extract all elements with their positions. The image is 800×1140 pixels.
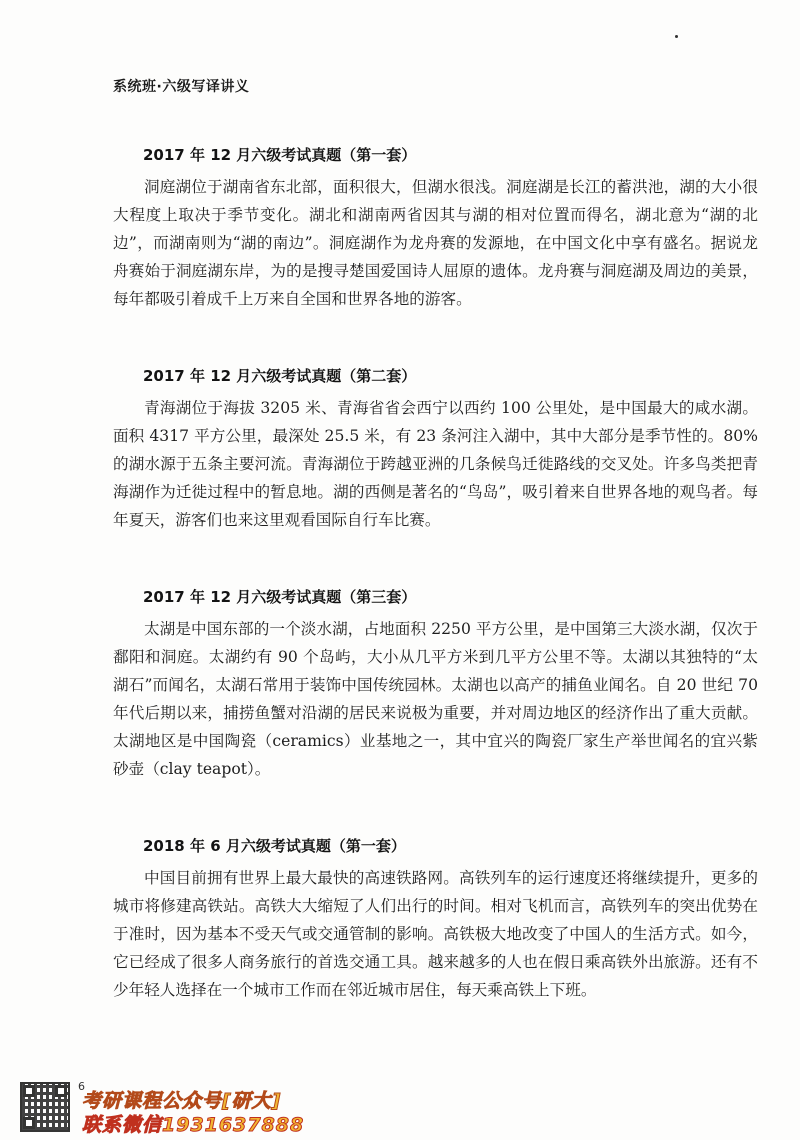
scan-speck — [675, 35, 678, 38]
section-title: 2017 年 12 月六级考试真题（第一套） — [143, 146, 417, 164]
exam-section-4 — [113, 834, 758, 1004]
section-title: 2017 年 12 月六级考试真题（第三套） — [143, 588, 417, 606]
section-body: 中国目前拥有世界上最大最快的高速铁路网。高铁列车的运行速度还将继续提升，更多的城市将修建高铁站。高铁大大缩短了人们出行的时间。相对飞机而言，高铁列车的突出优势在于准时，因为基本不受天气或交通管制的影响。高铁极大地改变了中国人的生活方式。如今，它已经成了很多人商务旅行的首选交通工具。越来越多的人也在假日乘高铁外出旅游。还有不少年轻人选择在一个城市工作而在邻近城市居住，每天乘高铁上下班。 — [113, 869, 758, 999]
page-number: 6 — [78, 1080, 85, 1093]
watermark-text: 考研课程公众号[研大] — [82, 1090, 282, 1112]
section-body: 青海湖位于海拔 3205 米、青海省省会西宁以西约 100 公里处，是中国最大的咸水湖。面积 4317 平方公里，最深处 25.5 米，有 23 条河注入湖中，其中大部分是季节性的。80% 的湖水源于五条主要河流。青海湖位于跨越亚洲的几条候鸟迁徙路线的交叉处。许多鸟类把青海湖作为迁徙过程中的暂息地。湖的西侧是著名的“鸟岛”，吸引着来自世界各地的观鸟者。每年夏天，游客们也来这里观看国际自行车比赛。 — [113, 399, 758, 529]
section-title: 2017 年 12 月六级考试真题（第二套） — [143, 367, 417, 385]
running-header: 系统班·六级写译讲义 — [113, 79, 250, 95]
section-title: 2018 年 6 月六级考试真题（第一套） — [143, 837, 406, 855]
footer-watermark — [20, 1080, 340, 1138]
watermark-contact: 联系微信1931637888 — [82, 1114, 305, 1136]
section-body: 太湖是中国东部的一个淡水湖，占地面积 2250 平方公里，是中国第三大淡水湖，仅次于鄱阳和洞庭。太湖约有 90 个岛屿，大小从几平方米到几平方公里不等。太湖以其独特的“太湖石”而闻名，太湖石常用于装饰中国传统园林。太湖也以高产的捕鱼业闻名。自 20 世纪 70 年代后期以来，捕捞鱼蟹对沿湖的居民来说极为重要，并对周边地区的经济作出了重大贡献。太湖地区是中国陶瓷（ceramics）业基地之一，其中宜兴的陶瓷厂家生产举世闻名的宜兴紫砂壶（clay teapot）。 — [113, 620, 758, 778]
exam-section-1 — [113, 143, 758, 313]
qr-code-icon — [20, 1082, 70, 1132]
section-body: 洞庭湖位于湖南省东北部，面积很大，但湖水很浅。洞庭湖是长江的蓄洪池，湖的大小很大程度上取决于季节变化。湖北和湖南两省因其与湖的相对位置而得名，湖北意为“湖的北边”，而湖南则为“湖的南边”。洞庭湖作为龙舟赛的发源地，在中国文化中享有盛名。据说龙舟赛始于洞庭湖东岸，为的是搜寻楚国爱国诗人屈原的遗体。龙舟赛与洞庭湖及周边的美景，每年都吸引着成千上万来自全国和世界各地的游客。 — [113, 178, 758, 308]
exam-section-2 — [113, 364, 758, 534]
exam-section-3 — [113, 585, 758, 783]
